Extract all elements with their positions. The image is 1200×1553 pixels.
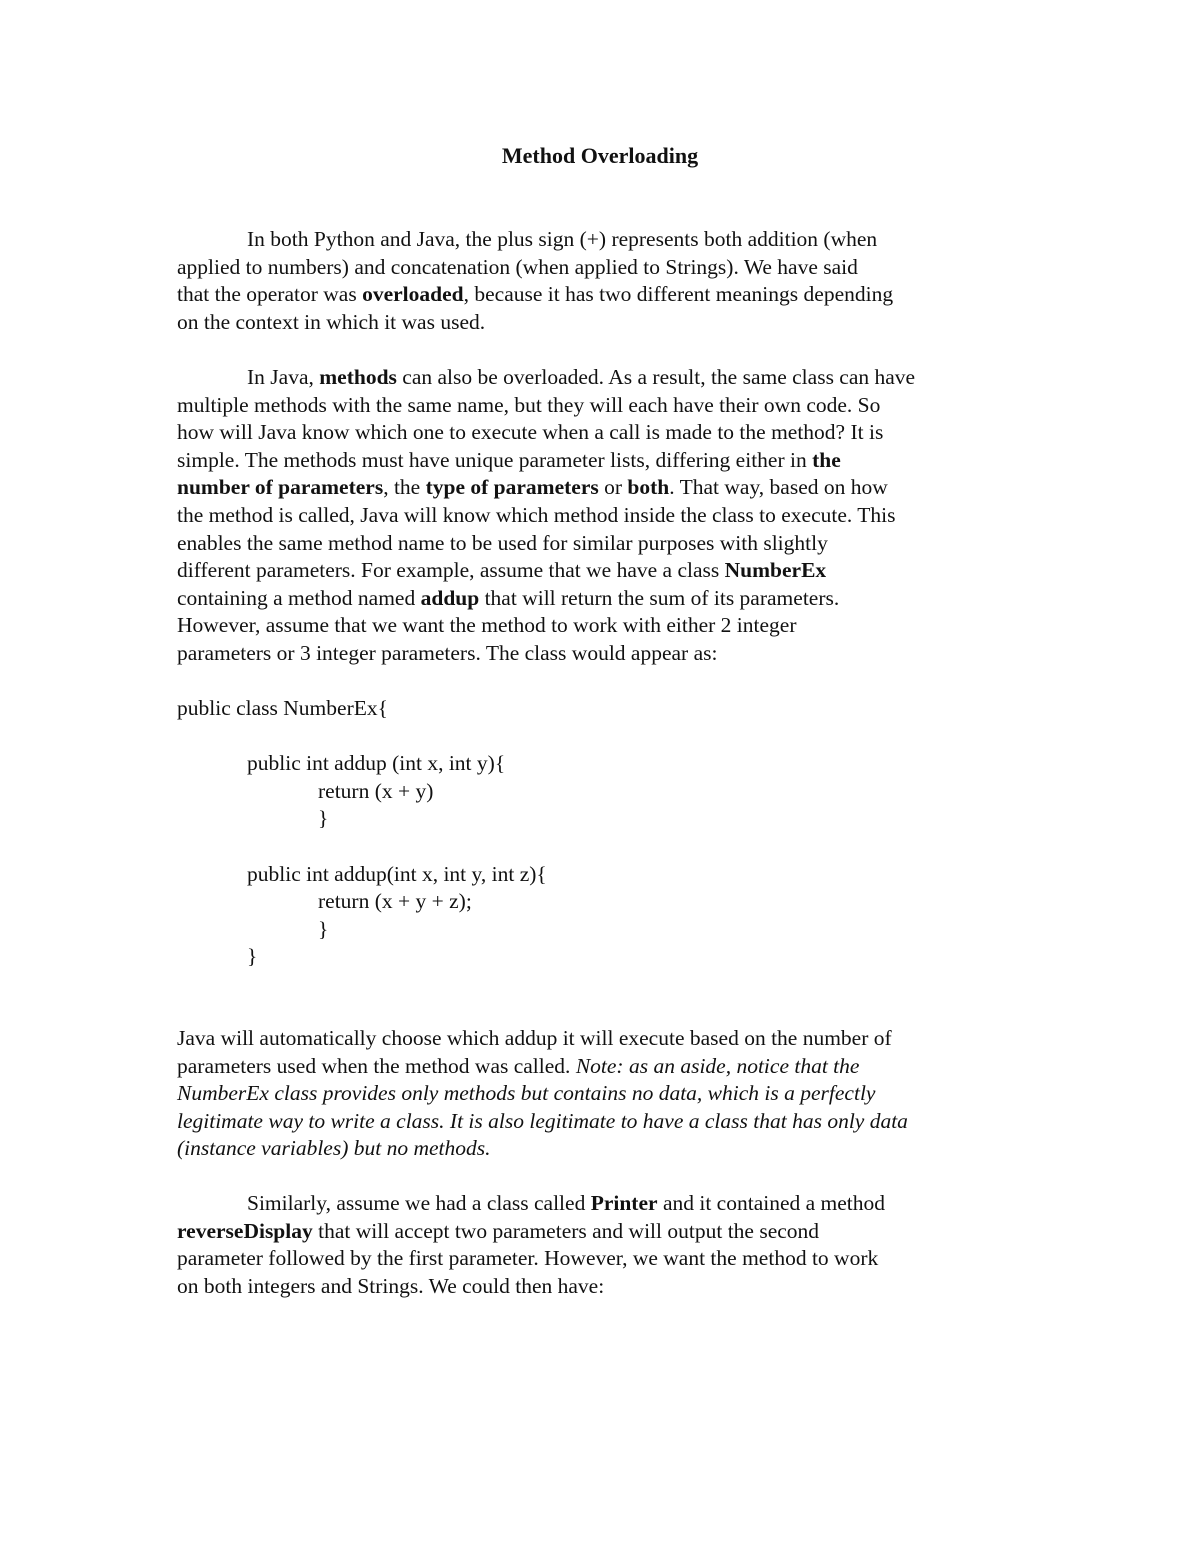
paragraph-method-overloading (177, 364, 1037, 668)
text-line: on the context in which it was used. (177, 309, 486, 334)
code-sample (177, 695, 1037, 971)
text-line: number of parameters, the type of parameters or both. That way, based on how (177, 475, 888, 500)
text-line: simple. The methods must have unique parameter lists, differing either in the (177, 447, 841, 472)
keyword-numberex: NumberEx (724, 558, 827, 583)
text-line: different parameters. For example, assume that we have a class NumberEx (177, 558, 827, 583)
text-line: applied to numbers) and concatenation (when applied to Strings). We have said (177, 254, 858, 279)
text-line: the method is called, Java will know which method inside the class to execute. This (177, 502, 896, 527)
blank-line (177, 833, 1037, 861)
code-line: public class NumberEx{ (177, 696, 388, 720)
page-title: Method Overloading (501, 143, 699, 168)
code-line: } (247, 944, 258, 969)
text-line: However, assume that we want the method to work with either 2 integer (177, 613, 797, 638)
text-line: enables the same method name to be used for similar purposes with slightly (177, 530, 828, 555)
text-line: In Java, methods can also be overloaded. As a result, the same class can have (247, 365, 916, 389)
text-line: containing a method named addup that will return the sum of its parameters. (177, 585, 840, 610)
text-line: Java will automatically choose which addup it will execute based on the number of (177, 1026, 892, 1050)
text-line: parameter followed by the first parameter. However, we want the method to work (177, 1246, 879, 1271)
keyword-addup: addup (420, 585, 480, 610)
keyword-methods: methods (319, 365, 397, 389)
paragraph-addup-explanation (177, 1025, 1037, 1163)
text-line: NumberEx class provides only methods but contains no data, which is a perfectly (177, 1081, 876, 1106)
aside-note: Note: as an aside, notice that the (575, 1053, 860, 1078)
text-line: that the operator was overloaded, because it has two different meanings depending (177, 282, 894, 307)
text-line: legitimate way to write a class. It is also legitimate to have a class that has only data (177, 1108, 908, 1133)
code-line: public int addup(int x, int y, int z){ (247, 861, 547, 886)
code-line: return (x + y) (318, 778, 434, 803)
text-line: Similarly, assume we had a class called Printer and it contained a method (247, 1191, 886, 1215)
keyword-printer: Printer (590, 1191, 658, 1215)
code-line: return (x + y + z); (318, 889, 472, 914)
code-line: } (318, 916, 329, 941)
text-line: In both Python and Java, the plus sign (+) represents both addition (when (247, 227, 878, 251)
code-line: public int addup (int x, int y){ (247, 751, 506, 776)
paragraph-operator-overloading (177, 226, 1037, 336)
text-line: on both integers and Strings. We could then have: (177, 1273, 605, 1298)
blank-line (177, 723, 1037, 751)
text-line: reverseDisplay that will accept two parameters and will output the second (177, 1218, 820, 1243)
text-line: parameters or 3 integer parameters. The class would appear as: (177, 640, 718, 665)
paragraph-printer-example (177, 1190, 1037, 1300)
keyword-reversedisplay: reverseDisplay (177, 1218, 313, 1243)
keyword-overloaded: overloaded (362, 282, 464, 307)
text-line: parameters used when the method was called. Note: as an aside, notice that the (177, 1053, 860, 1078)
code-line: } (318, 806, 329, 831)
text-line: multiple methods with the same name, but they will each have their own code. So (177, 392, 881, 417)
text-line: how will Java know which one to execute when a call is made to the method? It is (177, 420, 884, 445)
text-line: (instance variables) but no methods. (177, 1136, 491, 1161)
